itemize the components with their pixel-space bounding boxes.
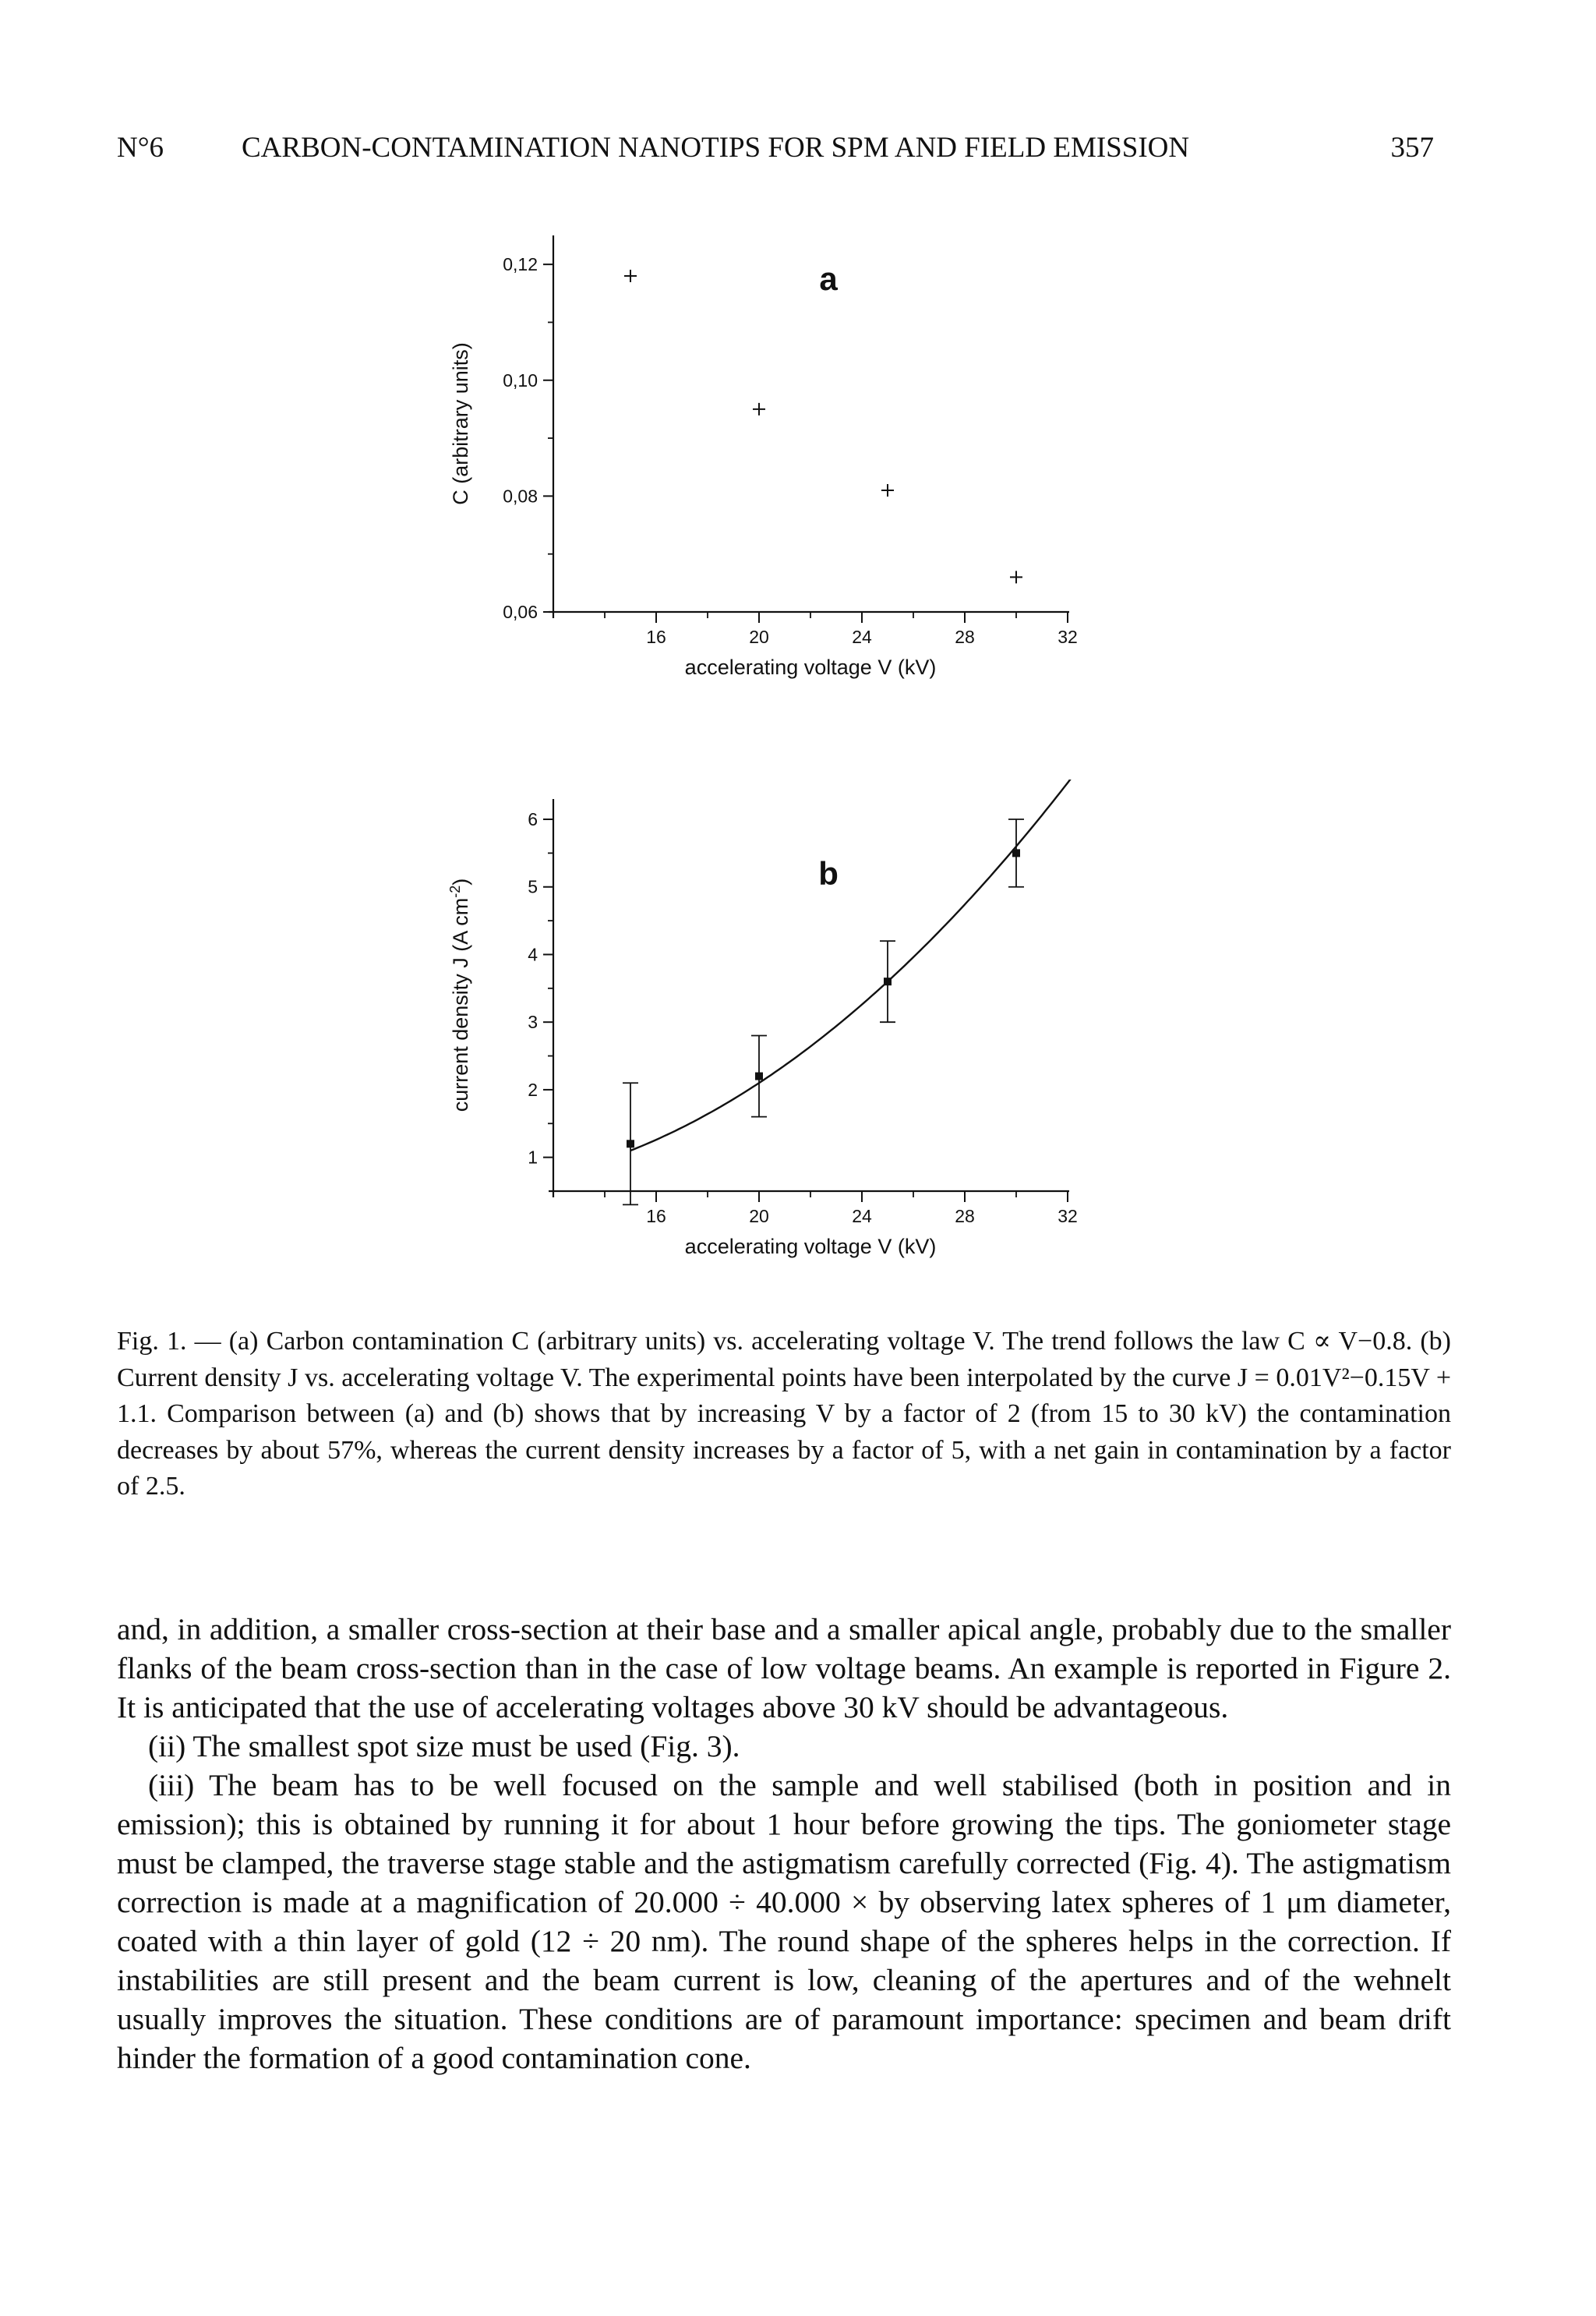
x-tick-label: 20 [749,1206,769,1226]
paragraph-continuation: and, in addition, a smaller cross-section at their base and a smaller apical angle, probably due to the smaller flanks of the beam cross-section than in the case of low voltage beams. An example is reported in Figure 2. It is anticipated that the use of accelerating voltages above 30 kV should be advantageous. [117,1612,1451,1724]
chart-a [436,226,1138,694]
x-tick-label: 16 [646,1206,666,1226]
x-tick-label: 20 [749,627,769,647]
x-axis-label: accelerating voltage V (kV) [684,656,937,679]
page-number: 357 [1390,132,1434,164]
x-tick-label: 24 [852,1206,872,1226]
x-tick-label: 32 [1058,1206,1078,1226]
x-tick-label: 32 [1058,627,1078,647]
panel-label: b [818,855,839,892]
body-text [117,1610,1451,2077]
y-tick-label: 0,08 [503,486,538,507]
y-tick-label: 0,06 [503,602,538,622]
data-point [884,978,892,985]
y-tick-label: 0,12 [503,254,538,275]
data-point [753,403,765,415]
y-tick-label: 0,10 [503,369,538,391]
x-tick-label: 28 [955,1206,975,1226]
y-axis-label: C (arbitrary units) [449,342,472,505]
section-number: N°6 [117,132,164,164]
chart-b [436,780,1138,1271]
paragraph-item-ii: (ii) The smallest spot size must be used (Fig. 3). [148,1729,740,1763]
paragraph-item-iii: (iii) The beam has to be well focused on the sample and well stabilised (both in position and in emission); this is obtained by running it for about 1 hour before growing the tips. The goniometer stage must be clamped, the traverse stage stable and the astigmatism carefully corrected (Fig. 4). The astigmatism correction is made at a magnification of 20.000 ÷ 40.000 × by observing latex spheres of 1 μm diameter, coated with a thin layer of gold (12 ÷ 20 nm). The round shape of the spheres helps in the correction. If instabilities are still present and the beam current is low, cleaning of the apertures and of the wehnelt usually improves the situation. These conditions are of paramount importance: specimen and beam drift hinder the formation of a good contamination cone. [117,1768,1451,2075]
y-tick-label: 3 [528,1012,538,1033]
y-tick-label: 4 [528,944,538,965]
running-title: CARBON-CONTAMINATION NANOTIPS FOR SPM AND FIELD EMISSION [242,132,1190,164]
y-tick-label: 5 [528,876,538,897]
caption-label: Fig. 1. [117,1327,187,1356]
panel-label: a [819,260,838,297]
caption-text: — (a) Carbon contamination C (arbitrary units) vs. accelerating voltage V. The trend follows the law C ∝ V−0.8. (b) Current density J vs. accelerating voltage V. The experimental points have been interpolated by the curve J = 0.01V²−0.15V + 1.1. Comparison between (a) and (b) shows that by increasing V by a factor of 2 (from 15 to 30 kV) the contamination decreases by about 57%, whereas the current density increases by a factor of 5, with a net gain in contamination by a factor of 2.5. [117,1327,1451,1501]
x-tick-label: 28 [955,627,975,647]
x-tick-label: 24 [852,627,872,647]
y-tick-label: 1 [528,1147,538,1168]
y-tick-label: 6 [528,809,538,830]
figure-caption [117,1324,1451,1505]
y-tick-label: 2 [528,1079,538,1100]
x-axis-label: accelerating voltage V (kV) [684,1235,937,1258]
data-point [755,1073,763,1080]
data-point [624,270,637,282]
data-point [627,1140,634,1147]
data-point [1012,849,1020,857]
x-tick-label: 16 [646,627,666,647]
running-header [117,131,1434,170]
data-point [1010,571,1022,583]
y-axis-label: current density J (A $cm^{-2}$) [447,878,472,1112]
fit-curve [630,780,1075,1151]
data-point [881,484,894,497]
